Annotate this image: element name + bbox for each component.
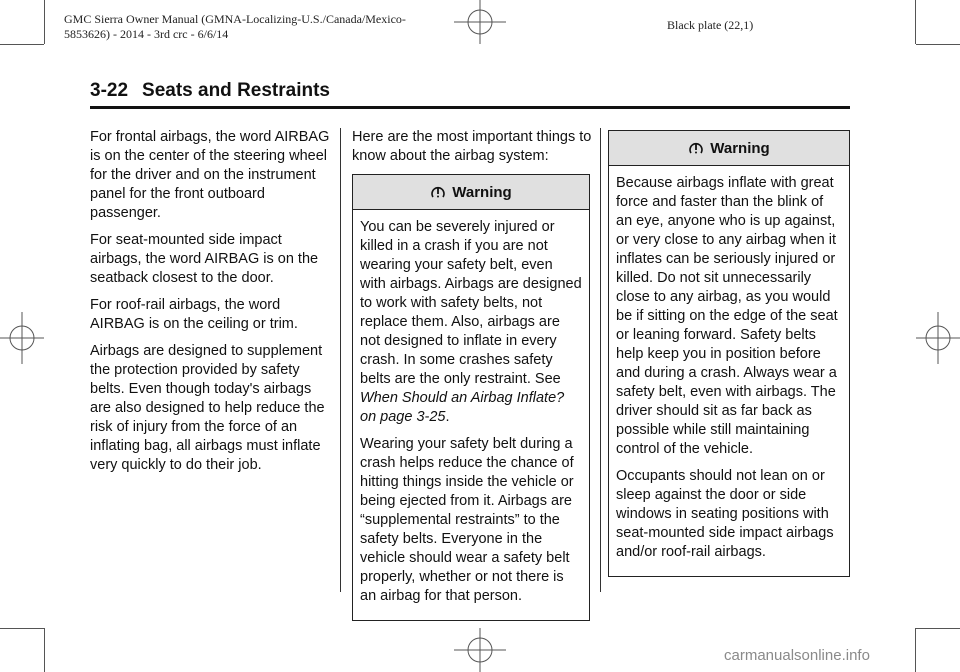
crop-mark [916,44,960,45]
column-2 [352,128,592,621]
warning-paragraph [360,218,582,427]
page-number: 3-22 [90,80,129,101]
warning-title: Warning [452,183,512,201]
section-title: Seats and Restraints [142,80,330,101]
warning-paragraph: Wearing your safety belt during a crash helps reduce the chance of hitting things inside the vehicle or being ejected from it. Airbags are “supplemental restraints” to the safety belts. Everyone in the vehicle should wear a safety belt properly, whether or not there is an airbag for that person. [360,436,574,604]
paragraph: Airbags are designed to supplement the protection provided by safety belts. Even though today's airbags are also designed to help reduce the risk of injury from the force of an inflating bag, all airbags must inflate very quickly to do their job. [90,343,325,473]
punctuation: . [445,409,450,425]
warning-box [608,130,850,577]
crop-mark [915,0,916,44]
warning-header [609,131,849,166]
warning-text: You can be severely injured or killed in a crash if you are not wearing your safety belt, even with airbags. Airbags are designed to work with safety belts, not replace them. Also, airbags are not designed to inflate in every crash. In some crashes safety belts are the only restraint. See [360,219,582,387]
registration-mark [454,628,506,672]
plate-label: Black plate (22,1) [667,18,754,32]
warning-header [353,175,589,210]
warning-body [609,166,849,576]
crop-mark [915,628,916,672]
crop-mark [916,628,960,629]
crop-mark [0,628,44,629]
cross-reference-link[interactable]: When Should an Airbag Inflate? on page 3-25 [360,390,565,425]
warning-icon [430,184,446,200]
column-3 [608,130,850,577]
crop-mark [44,628,45,672]
column-1 [90,128,336,483]
print-header [64,12,406,42]
paragraph: For seat-mounted side impact airbags, the word AIRBAG is on the seatback closest to the door. [90,232,319,286]
warning-paragraph: Occupants should not lean on or sleep against the door or side windows in seating positions with seat-mounted side impact airbags and/or roof-rail airbags. [616,468,834,560]
warning-title: Warning [710,139,770,157]
crop-mark [44,0,45,44]
registration-mark [0,312,44,364]
paragraph: For frontal airbags, the word AIRBAG is on the center of the steering wheel for the driver and on the instrument panel for the front outboard passenger. [90,129,330,221]
registration-mark [916,312,960,364]
warning-paragraph: Because airbags inflate with great force and faster than the blink of an eye, anyone who is up against, or very close to any airbag when it inflates can be seriously injured or killed. Do not sit unnecessarily close to any airbag, as you would be if sitting on the edge of the seat or leaning forward. Safety belts help keep you in position before and during a crash. Always wear a safety belt, even with airbags. The driver should sit as far back as possible while still maintaining control of the vehicle. [616,175,838,457]
warning-body [353,210,589,620]
print-header-line-2: 5853626) - 2014 - 3rd crc - 6/6/14 [64,27,229,41]
column-divider [600,128,601,592]
crop-mark [0,44,44,45]
paragraph: For roof-rail airbags, the word AIRBAG is on the ceiling or trim. [90,297,298,332]
registration-mark [454,0,506,44]
intro-paragraph: Here are the most important things to know about the airbag system: [352,129,592,164]
warning-box [352,174,590,621]
print-header-line-1: GMC Sierra Owner Manual (GMNA-Localizing-U.S./Canada/Mexico- [64,12,406,26]
watermark: carmanualsonline.info [724,647,870,664]
section-header [90,80,850,109]
warning-icon [688,140,704,156]
column-divider [340,128,341,592]
